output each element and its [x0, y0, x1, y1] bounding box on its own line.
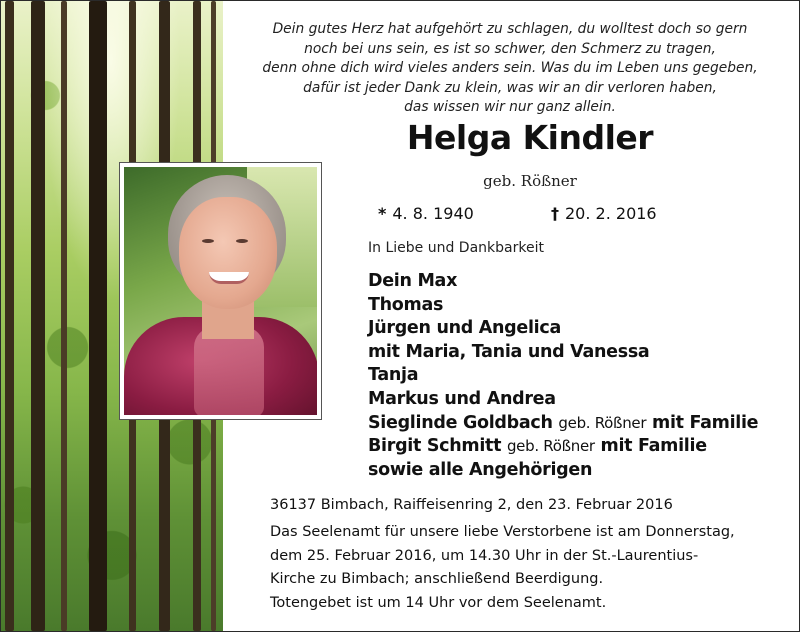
- poem-line: noch bei uns sein, es ist so schwer, den Schmerz zu tragen,: [304, 40, 716, 57]
- mourners-list: [368, 270, 788, 482]
- mourner-name: Birgit Schmitt: [368, 436, 502, 457]
- mourner-line: mit Maria, Tania und Vanessa: [368, 341, 650, 362]
- portrait-photo: [124, 167, 317, 415]
- poem-line: Dein gutes Herz hat aufgehört zu schlagen, du wolltest doch so gern: [272, 21, 748, 37]
- death-date: [551, 204, 657, 223]
- mourner-line: Tanja: [368, 365, 419, 386]
- poem-line: denn ohne dich wird vieles anders sein. Was du im Leben uns gegeben,: [262, 60, 758, 76]
- death-date-value: 20. 2. 2016: [565, 204, 657, 223]
- tree-trunk: [89, 1, 107, 631]
- birth-date: [378, 204, 474, 223]
- mourner-line: Markus und Andrea: [368, 388, 556, 409]
- portrait-photo-frame: [119, 162, 322, 420]
- mourner-line: sowie alle Angehörigen: [368, 459, 593, 480]
- mourner-birth-name: geb. Rößner: [506, 437, 595, 456]
- mourners-intro: In Liebe und Dankbarkeit: [368, 240, 544, 256]
- notice-line: Totengebet ist um 14 Uhr vor dem Seelenamt.: [270, 594, 607, 611]
- notice-line: Kirche zu Bimbach; anschließend Beerdigung.: [270, 571, 604, 588]
- service-notice: [270, 521, 800, 615]
- deceased-name: Helga Kindler: [406, 118, 654, 157]
- mourner-name: Sieglinde Goldbach: [368, 412, 553, 433]
- tree-trunk: [5, 1, 14, 631]
- mourner-line: Dein Max: [368, 271, 458, 291]
- poem-line: das wissen wir nur ganz allein.: [404, 99, 616, 115]
- birth-name: geb. Rößner: [483, 172, 577, 190]
- notice-line: Das Seelenamt für unsere liebe Verstorbene ist am Donnerstag,: [270, 524, 735, 540]
- mourner-birth-name: geb. Rößner: [558, 413, 647, 432]
- notice-line: dem 25. Februar 2016, um 14.30 Uhr in der St.-Laurentius-: [270, 547, 699, 564]
- mourner-line: [368, 435, 788, 459]
- birth-date-value: 4. 8. 1940: [392, 204, 474, 223]
- poem-line: dafür ist jeder Dank zu klein, was wir an dir verloren haben,: [303, 79, 717, 96]
- memorial-poem: [230, 20, 790, 118]
- address-line: 36137 Bimbach, Raiffeisenring 2, den 23. Februar 2016: [270, 497, 673, 513]
- mourner-line: Jürgen und Angelica: [368, 318, 561, 339]
- mourner-line: [368, 412, 788, 436]
- tree-trunk: [31, 1, 45, 631]
- tree-trunk: [61, 1, 67, 631]
- birth-star-icon: *: [378, 204, 387, 223]
- mourner-suffix: mit Familie: [652, 412, 759, 433]
- mourner-line: Thomas: [368, 294, 444, 315]
- mourner-suffix: mit Familie: [600, 436, 707, 457]
- death-cross-icon: †: [551, 204, 559, 223]
